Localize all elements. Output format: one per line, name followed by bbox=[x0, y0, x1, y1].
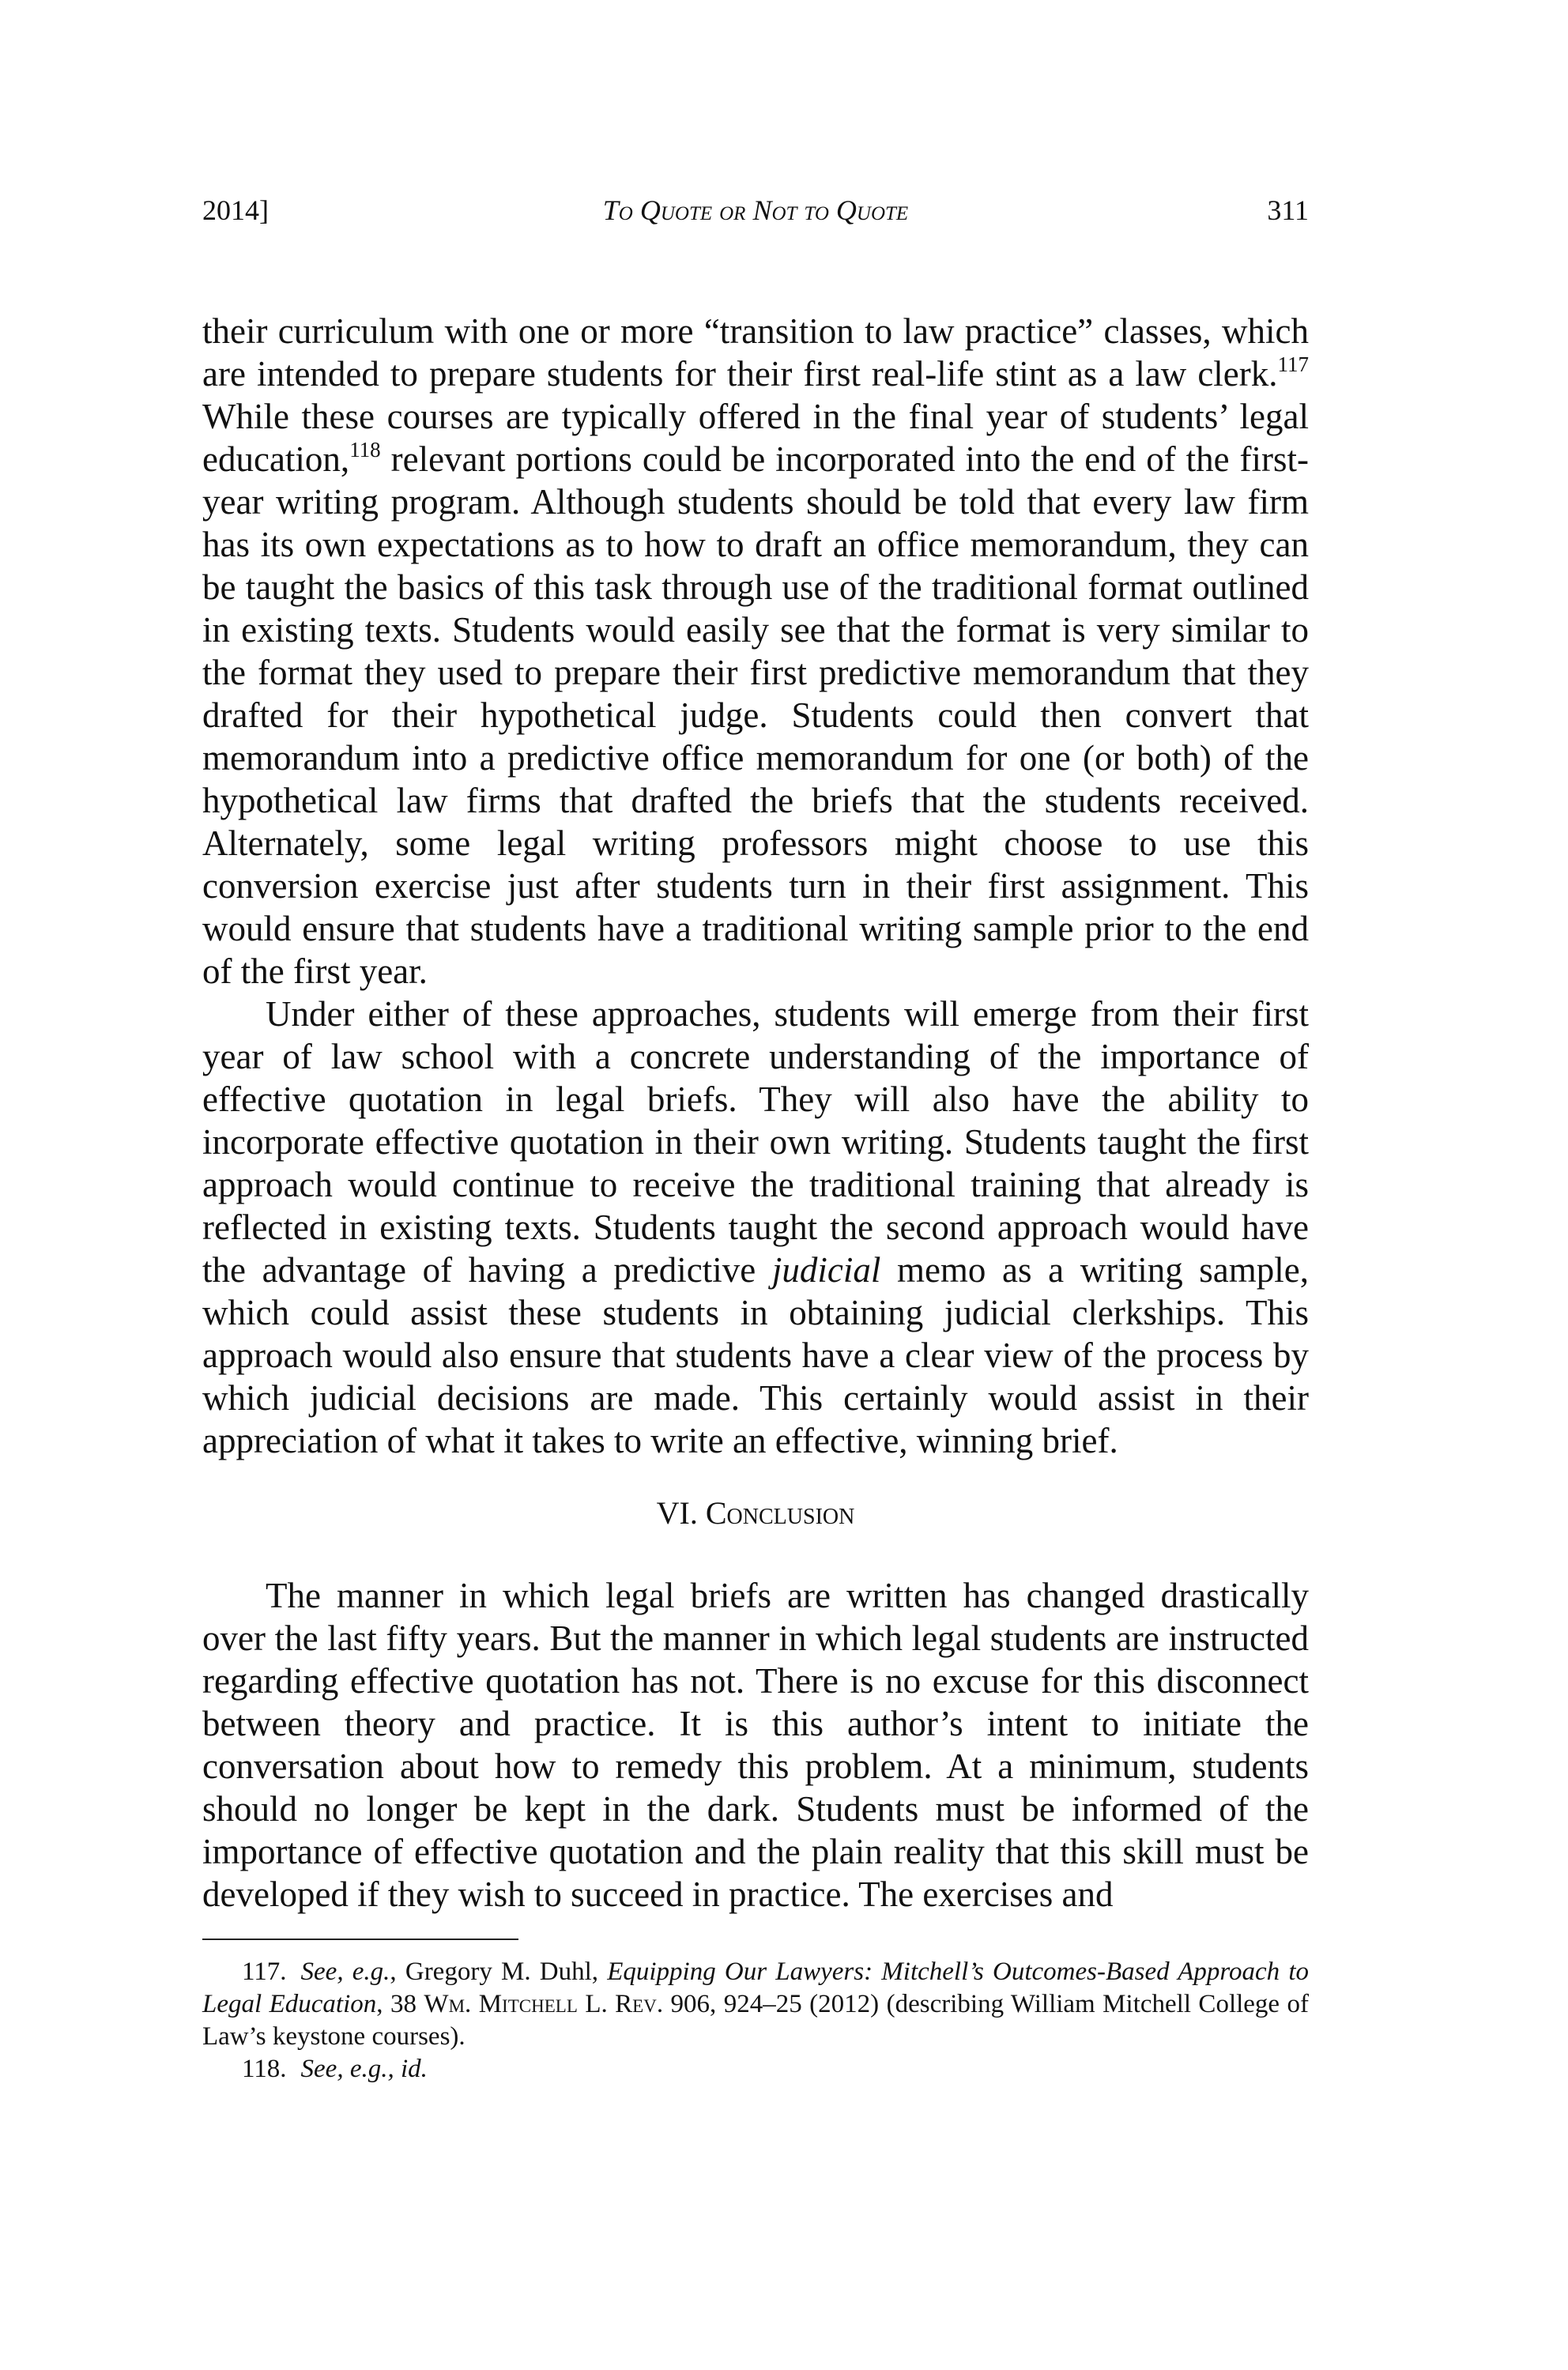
footnote-ref-118[interactable]: 118 bbox=[349, 438, 381, 462]
footnote-number: 117. bbox=[242, 1957, 287, 1986]
footnote-author: , Gregory M. Duhl, bbox=[390, 1957, 608, 1986]
footnote-volume: , 38 bbox=[376, 1990, 424, 2018]
paragraph-3: The manner in which legal briefs are written has changed drastically over the last fifty years. But the manner in which legal students are instructed regarding effective quotation has not. There is no excuse for this disconnect between theory and practice. It is this author’s intent to initiate the conversation about how to remedy this problem. At a minimum, students should no longer be kept in the dark. Students must be informed of the importance of effective quotation and the plain reality that this skill must be developed if they wish to succeed in practice. The exercises and bbox=[202, 1576, 1309, 1914]
page-number: 311 bbox=[1267, 194, 1309, 226]
section-heading bbox=[202, 1492, 1309, 1535]
footnotes bbox=[202, 1956, 1309, 2086]
footnote-signal: See, e.g. bbox=[300, 1957, 390, 1986]
footnote-ref-117[interactable]: 117 bbox=[1277, 352, 1309, 376]
footnote-number: 118. bbox=[242, 2055, 287, 2083]
paragraph-2 bbox=[202, 993, 1309, 1462]
footnote-article-title: Equipping Our Lawyers: Mitchell’s Outcomes-Based Approach to Legal Education bbox=[202, 1957, 1309, 2018]
paragraph-1 bbox=[202, 310, 1309, 993]
footnote-citation-rest: 906, 924–25 (2012) (describing William Mitchell College of Law’s keystone courses). bbox=[202, 1990, 1310, 2051]
footnote-117 bbox=[202, 1956, 1309, 2053]
running-header bbox=[202, 187, 1309, 234]
paragraph-2-text-b: memo as a writing sample, which could assist these students in obtaining judicial clerkships. This approach would also ensure that students have a clear view of the process by which judicial decisions are made. This certainly would assist in their appreciation of what it takes to write an effective, winning brief. bbox=[202, 1250, 1310, 1460]
section-title: Conclusion bbox=[705, 1495, 855, 1531]
paragraph-1-text-c: relevant portions could be incorporated into the end of the first-year writing program. Although students should be told that every law firm has its own expectations as to how to draft an office memorandum, they can be taught the basics of this task through use of the traditional format outlined in existing texts. Students would easily see that the format is very similar to the format they used to prepare their first predictive memorandum that they drafted for their hypothetical judge. Students could then convert that memorandum into a predictive office memorandum for one (or both) of the hypothetical law firms that drafted the briefs that the students received. Alternately, some legal writing professors might choose to use this conversion exercise just after students turn in their first assignment. This would ensure that students have a traditional writing sample prior to the end of the first year. bbox=[202, 439, 1309, 991]
paragraph-1-text-b: While these courses are typically offered in the final year of students’ legal education, bbox=[202, 397, 1309, 479]
footnote-divider bbox=[202, 1939, 518, 1940]
footnote-signal: See, e.g., id. bbox=[300, 2055, 428, 2083]
header-year: 2014] bbox=[202, 194, 269, 226]
footnote-journal: Wm. Mitchell L. Rev. bbox=[424, 1990, 664, 2018]
paragraph-2-emphasis: judicial bbox=[771, 1250, 881, 1290]
paragraph-2-text-a: Under either of these approaches, students will emerge from their first year of law school with a concrete understanding of the importance of effective quotation in legal briefs. They will also have the ability to incorporate effective quotation in their own writing. Students taught the first approach would continue to receive the traditional training that already is reflected in existing texts. Students taught the second approach would have the advantage of having a predictive bbox=[202, 994, 1309, 1290]
body-text bbox=[202, 310, 1309, 1916]
paragraph-1-text-a: their curriculum with one or more “transition to law practice” classes, which are intended to prepare students for their first real-life stint as a law clerk. bbox=[202, 311, 1309, 394]
header-title: To Quote or Not to Quote bbox=[602, 194, 909, 226]
footnote-118 bbox=[202, 2053, 1309, 2086]
section-number: VI. bbox=[656, 1495, 698, 1531]
